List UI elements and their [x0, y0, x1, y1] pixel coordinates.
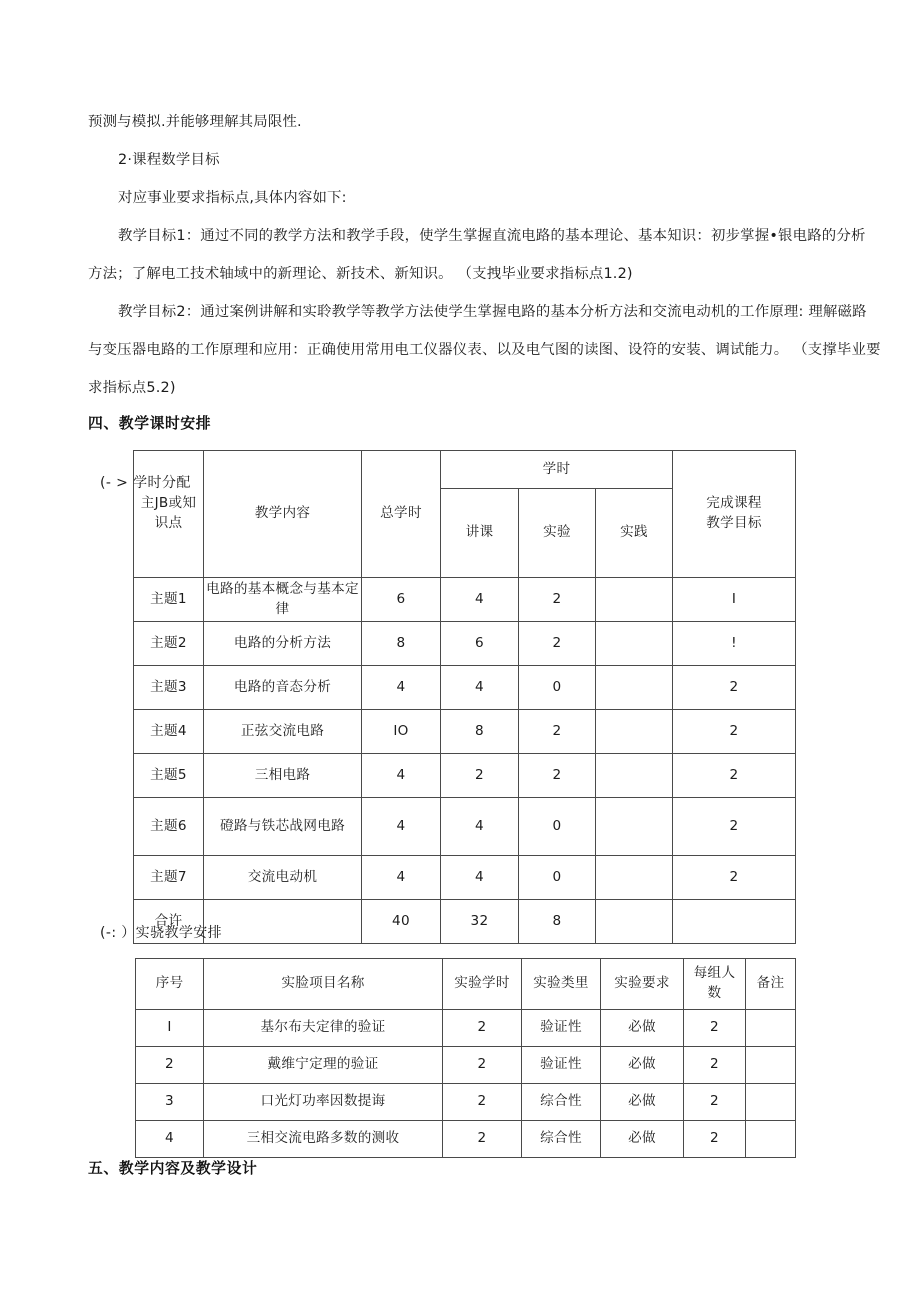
cell-total-hours: 6	[362, 578, 441, 622]
cell-topic: 合许	[134, 900, 204, 944]
header-cell-lab-requirement: 实验要求	[601, 959, 684, 1010]
cell-experiment: 0	[519, 798, 596, 856]
table-header-row	[136, 959, 796, 1010]
cell-practice	[596, 754, 673, 798]
header-group-line1: 每组人	[693, 965, 736, 982]
cell-lab-type: 验证性	[522, 1047, 601, 1084]
cell-project-name: 基尔布夫定律的验证	[204, 1010, 443, 1047]
cell-experiment: 2	[519, 622, 596, 666]
section-heading-5: 五、教学内容及教学设计	[88, 1160, 258, 1177]
cell-project-name: 三相交流电路多数的测收	[204, 1121, 443, 1158]
cell-experiment: 0	[519, 666, 596, 710]
cell-practice	[596, 798, 673, 856]
cell-lab-hours: 2	[443, 1047, 522, 1084]
cell-content: 交流电动机	[204, 856, 362, 900]
table-row	[134, 710, 796, 754]
header-cell-lecture: 讲课	[441, 489, 519, 578]
cell-group-size: 2	[684, 1121, 746, 1158]
caption-table-hours: (- > 学时分配	[100, 475, 191, 491]
header-cell-project-name: 实脸项目名称	[204, 959, 443, 1010]
header-cell-topic	[134, 451, 204, 578]
cell-total-hours: 4	[362, 798, 441, 856]
cell-practice	[596, 710, 673, 754]
cell-content	[204, 900, 362, 944]
cell-topic: 主题2	[134, 622, 204, 666]
cell-goal: I	[673, 578, 796, 622]
header-cell-practice: 实践	[596, 489, 673, 578]
cell-lecture: 4	[441, 666, 519, 710]
header-goal-line2: 教学目标	[706, 515, 762, 531]
cell-goal: 2	[673, 754, 796, 798]
header-cell-content: 教学内容	[204, 451, 362, 578]
cell-remark	[746, 1010, 796, 1047]
cell-practice	[596, 856, 673, 900]
table-row	[134, 754, 796, 798]
paragraph-line-5: 方法；了解电工技术轴域中的新理论、新技术、新知识。 （支拽毕业要求指标点1.2)	[88, 266, 633, 282]
header-cell-remark: 备注	[746, 959, 796, 1010]
cell-lab-type: 综合性	[522, 1084, 601, 1121]
cell-group-size: 2	[684, 1084, 746, 1121]
cell-lecture: 4	[441, 578, 519, 622]
header-topic-line1: 主JB或知	[140, 495, 197, 512]
cell-goal: 2	[673, 710, 796, 754]
cell-practice	[596, 578, 673, 622]
table-row	[134, 622, 796, 666]
table-lab-arrangement	[135, 958, 796, 1158]
table-row	[134, 666, 796, 710]
cell-no: 2	[136, 1047, 204, 1084]
cell-lecture: 32	[441, 900, 519, 944]
cell-total-hours: IO	[362, 710, 441, 754]
table-row	[136, 1047, 796, 1084]
header-cell-lab-type: 实验类里	[522, 959, 601, 1010]
cell-lab-hours: 2	[443, 1121, 522, 1158]
cell-goal: 2	[673, 856, 796, 900]
header-cell-total-hours: 总学时	[362, 451, 441, 578]
cell-experiment: 2	[519, 710, 596, 754]
cell-no: I	[136, 1010, 204, 1047]
cell-remark	[746, 1121, 796, 1158]
cell-content: 正弦交流电路	[204, 710, 362, 754]
cell-practice	[596, 622, 673, 666]
cell-goal	[673, 900, 796, 944]
table-row	[134, 578, 796, 622]
cell-total-hours: 8	[362, 622, 441, 666]
cell-content: 三相电路	[204, 754, 362, 798]
header-group-line2: 数	[707, 985, 722, 1001]
header-topic-line2: 识点	[154, 515, 183, 531]
cell-total-hours: 40	[362, 900, 441, 944]
paragraph-line-8: 求指标点5.2)	[88, 380, 176, 396]
cell-remark	[746, 1047, 796, 1084]
cell-total-hours: 4	[362, 666, 441, 710]
cell-project-name: 戴维宁定理的验证	[204, 1047, 443, 1084]
table-header-row	[134, 451, 796, 489]
cell-total-hours: 4	[362, 754, 441, 798]
cell-lab-requirement: 必做	[601, 1084, 684, 1121]
cell-group-size: 2	[684, 1047, 746, 1084]
header-cell-group-size	[684, 959, 746, 1010]
paragraph-line-1: 预测与模拟.并能够理解其局限性.	[88, 114, 302, 130]
table-total-row	[134, 900, 796, 944]
table-row	[134, 856, 796, 900]
table-hours-allocation	[133, 450, 796, 944]
cell-lecture: 4	[441, 798, 519, 856]
cell-topic: 主题7	[134, 856, 204, 900]
cell-lecture: 4	[441, 856, 519, 900]
cell-lab-type: 验证性	[522, 1010, 601, 1047]
cell-experiment: 0	[519, 856, 596, 900]
cell-topic: 主题1	[134, 578, 204, 622]
cell-total-hours: 4	[362, 856, 441, 900]
cell-experiment: 8	[519, 900, 596, 944]
header-cell-course-goal	[673, 451, 796, 578]
cell-topic: 主题3	[134, 666, 204, 710]
section-heading-4: 四、教学课时安排	[88, 415, 212, 432]
cell-lecture: 8	[441, 710, 519, 754]
cell-lecture: 6	[441, 622, 519, 666]
paragraph-line-4: 教学目标1：通过不同的教学方法和教学手段，使学生掌握直流电路的基本理论、基本知识：初步掌握•银电路的分析	[118, 228, 866, 244]
cell-content: 电路的基本概念与基本定律	[204, 578, 362, 622]
caption-table-lab: (-: ）实骁教学安排	[100, 925, 223, 941]
paragraph-line-6: 教学目标2：通过案例讲解和实聆教学等教学方法使学生掌握电路的基本分析方法和交流电动机的工作原理: 理解磁路	[118, 304, 867, 320]
table-row	[134, 798, 796, 856]
cell-content: 电路的分析方法	[204, 622, 362, 666]
header-goal-line1: 完成课程	[706, 495, 762, 512]
paragraph-line-3: 对应事业要求指标点,具体内容如下:	[118, 190, 347, 206]
cell-remark	[746, 1084, 796, 1121]
cell-lab-hours: 2	[443, 1010, 522, 1047]
cell-no: 3	[136, 1084, 204, 1121]
header-cell-hours-group: 学时	[441, 451, 673, 489]
cell-no: 4	[136, 1121, 204, 1158]
cell-goal: !	[673, 622, 796, 666]
cell-practice	[596, 900, 673, 944]
cell-topic: 主题6	[134, 798, 204, 856]
paragraph-line-7: 与变压器电路的工作原理和应用：正确使用常用电工仪器仪表、以及电气图的读图、设符的安装、调试能力。 （支撑毕业要	[88, 342, 881, 358]
cell-lab-type: 综合性	[522, 1121, 601, 1158]
cell-goal: 2	[673, 666, 796, 710]
cell-content: 电路的音态分析	[204, 666, 362, 710]
cell-lab-requirement: 必做	[601, 1121, 684, 1158]
paragraph-line-2: 2·课程数学目标	[118, 152, 220, 168]
cell-project-name: 口光灯功率因数提诲	[204, 1084, 443, 1121]
cell-experiment: 2	[519, 578, 596, 622]
cell-lab-requirement: 必做	[601, 1010, 684, 1047]
cell-lecture: 2	[441, 754, 519, 798]
cell-goal: 2	[673, 798, 796, 856]
table-row	[136, 1010, 796, 1047]
cell-group-size: 2	[684, 1010, 746, 1047]
header-cell-lab-hours: 实验学时	[443, 959, 522, 1010]
table-row	[136, 1084, 796, 1121]
cell-topic: 主题4	[134, 710, 204, 754]
cell-lab-requirement: 必做	[601, 1047, 684, 1084]
header-cell-experiment: 实验	[519, 489, 596, 578]
cell-lab-hours: 2	[443, 1084, 522, 1121]
table-row	[136, 1121, 796, 1158]
header-cell-no: 序号	[136, 959, 204, 1010]
cell-experiment: 2	[519, 754, 596, 798]
cell-practice	[596, 666, 673, 710]
cell-content: 磴路与铁芯战网电路	[204, 798, 362, 856]
cell-topic: 主题5	[134, 754, 204, 798]
